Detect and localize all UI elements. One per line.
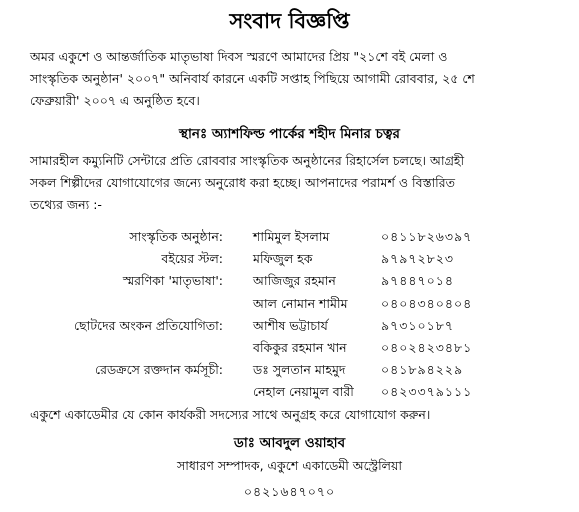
contact-name: আশীষ ভট্টাচার্য <box>253 318 328 333</box>
signatory-name: ডাঃ আবদুল ওয়াহাব <box>233 435 346 451</box>
contact-name: ডঃ সুলতান মাহমুদ <box>253 362 346 377</box>
contact-role: সাংস্কৃতিক অনুষ্ঠান: <box>129 229 223 244</box>
contact-name: শামিমুল ইসলাম <box>253 229 330 244</box>
closing-line: একুশে একাডেমীর যে কোন কার্যকরী সদস্যের সাথে অনুগ্রহ করে যোগাযোগ করুন। <box>30 407 431 422</box>
contact-row <box>0 381 579 403</box>
contact-phone: ০৪১৮৯৪২২৯ <box>381 362 464 377</box>
contact-phone: ০৪০৪৩৪০৪০৪ <box>381 296 473 311</box>
signatory-phone: ০৪২১৬৪৭০৭০ <box>243 484 336 499</box>
body-line: সামারহীল কম্যুনিটি সেন্টারে প্রতি রোববার সাংস্কৃতিক অনুষ্ঠানের রিহার্সেল চলছে। আগ্রহী <box>30 153 465 168</box>
rehearsal-paragraph <box>30 150 560 216</box>
contact-name: আল নোমান শামীম <box>253 296 348 311</box>
contact-phone: ৯৭৯৭২৮২৩ <box>381 251 454 266</box>
contact-phone: ৯৭৪৪৭০১৪ <box>381 273 454 288</box>
contact-phone: ০৪০২৪২৩৪৮১ <box>381 340 473 355</box>
document-title: সংবাদ বিজ্ঞপ্তি <box>229 9 350 33</box>
contact-row <box>0 226 579 248</box>
signatory-title: সাধারণ সম্পাদক, একুশে একাডেমী অস্ট্রেলিয়া <box>177 458 402 473</box>
intro-line: অমর একুশে ও আন্তর্জাতিক মাতৃভাষা দিবস স্মরণে আমাদের প্রিয় "২১শে বই মেলা ও <box>30 49 448 64</box>
contact-role: বইয়ের স্টল: <box>161 251 223 266</box>
contact-phone: ০৪২৩৩৭৯১১১ <box>381 384 473 399</box>
contact-row <box>0 248 579 270</box>
contact-role: রেডক্রসে রক্তদান কর্মসূচী: <box>95 362 223 377</box>
contact-name: মফিজুল হক <box>253 251 313 266</box>
contact-name: আজিজুর রহমান <box>253 273 336 288</box>
body-line: তথ্যের জন্য :- <box>30 197 102 212</box>
contact-phone: ৯৭৩১০১৮৭ <box>381 318 454 333</box>
contact-row <box>0 315 579 337</box>
intro-line: ফেব্রুয়ারী' ২০০৭ এ অনুষ্ঠিত হবে। <box>30 93 200 108</box>
intro-paragraph <box>30 46 560 112</box>
contact-name: নেহাল নেয়ামুল বারী <box>253 384 354 399</box>
contact-role: স্মরণিকা 'মাতৃভাষা': <box>122 273 223 288</box>
contact-row <box>0 359 579 381</box>
contact-row <box>0 293 579 315</box>
intro-line: সাংস্কৃতিক অনুষ্ঠান' ২০০৭" অনিবার্য কারনে একটি সপ্তাহ পিছিয়ে আগামী রোববার, ২৫ শে <box>30 71 475 86</box>
contact-phone: ০৪১১৮২৬৩৯৭ <box>381 229 473 244</box>
contact-row <box>0 270 579 292</box>
contact-row <box>0 337 579 359</box>
contact-role: ছোটদের অংকন প্রতিযোগিতা: <box>73 318 223 333</box>
contact-name: বকিকুর রহমান খান <box>253 340 347 355</box>
body-line: সকল শিল্পীদের যোগাযোগের জন্যে অনুরোধ করা হচ্ছে। আপনাদের পরামর্শ ও বিস্তারিত <box>30 175 456 190</box>
venue-heading: স্থানঃ অ্যাশফিল্ড পার্কের শহীদ মিনার চত্বর <box>179 126 400 142</box>
